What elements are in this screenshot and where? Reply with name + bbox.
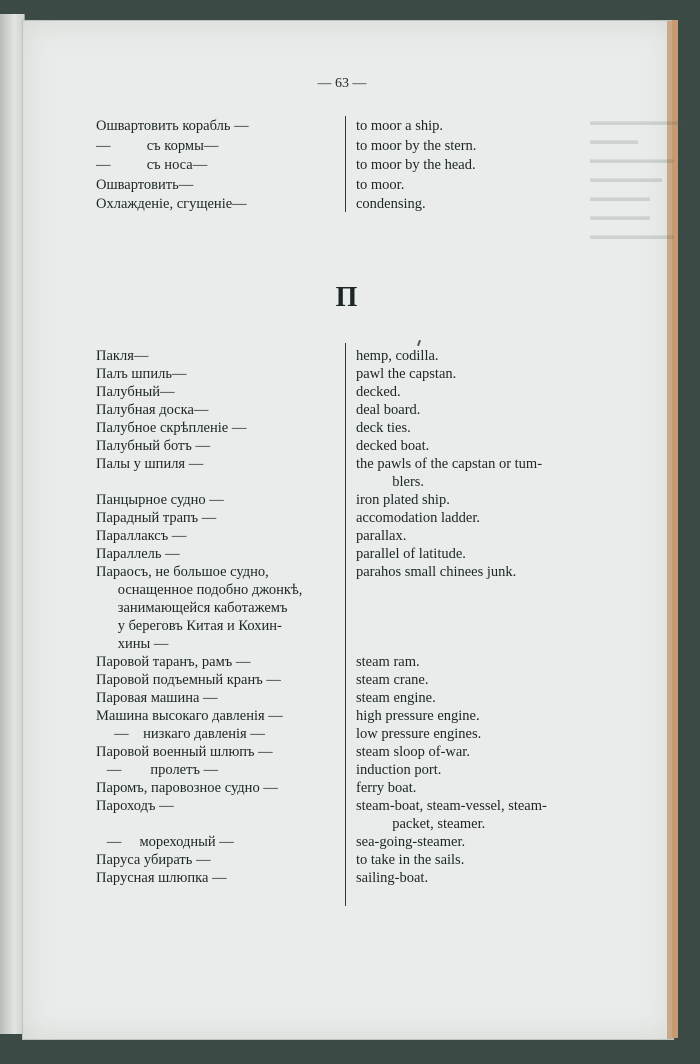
russian-term-line: Охлажденіе, сгущеніе—: [96, 196, 247, 212]
english-term-line: decked.: [356, 384, 401, 400]
english-term-line: deck ties.: [356, 420, 411, 436]
english-term-line: sea-going-steamer.: [356, 834, 466, 850]
english-term-line: [356, 599, 547, 617]
english-term-line: parallel of latitude.: [356, 546, 466, 562]
block1-russian: [96, 117, 249, 215]
russian-term-line: Паромъ, паровозное судно —: [96, 780, 278, 796]
english-term-line: steam sloop of-war.: [356, 744, 470, 760]
russian-term-line: Пакля—: [96, 348, 149, 364]
russian-term-line: Парусная шлюпка —: [96, 870, 227, 886]
english-term-line: to moor a ship.: [356, 118, 443, 134]
english-term-line: parallax.: [356, 528, 407, 544]
russian-term-line: Паровой военный шлюпъ —: [96, 744, 273, 760]
english-term-line: to take in the sails.: [356, 852, 465, 868]
russian-term-line: Машина высокаго давленія —: [96, 708, 283, 724]
english-term-line: to moor by the stern.: [356, 137, 477, 154]
russian-term-line: Палубный—: [96, 384, 175, 400]
russian-term-line: — съ носа—: [96, 157, 208, 173]
russian-term-line: Параосъ, не большое судно,: [96, 564, 269, 580]
english-term-line: packet, steamer.: [356, 816, 486, 832]
russian-term-line: Ошвартовить—: [96, 176, 194, 193]
page-number: — 63 —: [317, 76, 367, 91]
english-term-line: blers.: [356, 474, 425, 490]
russian-term-line: Паровой таранъ, рамъ —: [96, 654, 251, 670]
russian-term-line: — низкаго давленія —: [96, 726, 265, 742]
russian-term-line: оснащенное подобно джонкѣ,: [96, 582, 303, 598]
english-term-line: induction port.: [356, 762, 442, 778]
english-term-line: the pawls of the capstan or tum-: [356, 456, 543, 472]
russian-term-line: Паровой подъемный кранъ —: [96, 672, 281, 688]
english-term-line: low pressure engines.: [356, 726, 482, 742]
russian-term-line: Палубное скрѣпленіе —: [96, 420, 247, 436]
english-term-line: steam-boat, steam-vessel, steam-: [356, 798, 547, 814]
english-term-line: to moor by the head.: [356, 157, 476, 173]
russian-term-line: Палубный ботъ —: [96, 438, 210, 454]
russian-term-line: Парадный трапъ —: [96, 510, 217, 526]
english-term-line: hemp, codilla.: [356, 348, 439, 364]
russian-term-line: Паровая машина —: [96, 690, 218, 706]
english-term-line: condensing.: [356, 196, 426, 212]
english-term-line: [356, 617, 547, 635]
english-term-line: steam engine.: [356, 690, 436, 706]
russian-term-line: — съ кормы—: [96, 137, 219, 154]
english-term-line: [356, 581, 547, 599]
block2-english: [356, 347, 547, 887]
russian-term-line: [96, 815, 302, 833]
russian-term-line: [96, 473, 302, 491]
english-term-line: sailing-boat.: [356, 870, 429, 886]
english-term-line: to moor.: [356, 176, 405, 193]
english-term-line: steam ram.: [356, 654, 420, 670]
english-term-line: parahos small chinees junk.: [356, 564, 517, 580]
english-term-line: ferry boat.: [356, 780, 417, 796]
english-term-line: iron plated ship.: [356, 492, 450, 508]
russian-term-line: занимающейся каботажемъ: [96, 600, 288, 616]
english-term-line: pawl the capstan.: [356, 366, 457, 382]
english-term-line: high pressure engine.: [356, 708, 480, 724]
english-term-line: decked boat.: [356, 438, 430, 454]
russian-term-line: Палы у шпиля —: [96, 456, 204, 472]
section-letter: П: [335, 282, 357, 313]
russian-term-line: Панцырное судно —: [96, 492, 224, 508]
block2-russian: [96, 347, 302, 887]
russian-term-line: Параллель —: [96, 546, 180, 562]
russian-term-line: Параллаксъ —: [96, 528, 187, 544]
russian-term-line: Палубная доска—: [96, 402, 209, 418]
russian-term-line: хины —: [96, 636, 169, 652]
english-term-line: deal board.: [356, 402, 421, 418]
russian-term-line: Пароходъ —: [96, 798, 174, 814]
russian-term-line: у береговъ Китая и Кохин-: [96, 618, 282, 634]
english-term-line: steam crane.: [356, 672, 429, 688]
russian-term-line: Паруса убирать —: [96, 852, 211, 868]
russian-term-line: — пролетъ —: [96, 762, 219, 778]
bleed-through: ▬▬▬▬▬▬▬▬ ▬▬▬▬ ▬▬▬▬▬▬▬ ▬▬▬▬▬▬ ▬▬▬▬▬ ▬▬▬▬▬ ▬▬▬▬▬▬▬: [590, 114, 686, 242]
russian-term-line: Палъ шпиль—: [96, 366, 187, 382]
column-divider-top: [345, 116, 346, 212]
block1-english: [356, 117, 476, 215]
english-term-line: [356, 635, 547, 653]
russian-term-line: — мореходный —: [96, 834, 234, 850]
column-divider-main: [345, 343, 346, 906]
russian-term-line: Ошвартовить корабль —: [96, 118, 249, 134]
english-term-line: accomodation ladder.: [356, 510, 481, 526]
